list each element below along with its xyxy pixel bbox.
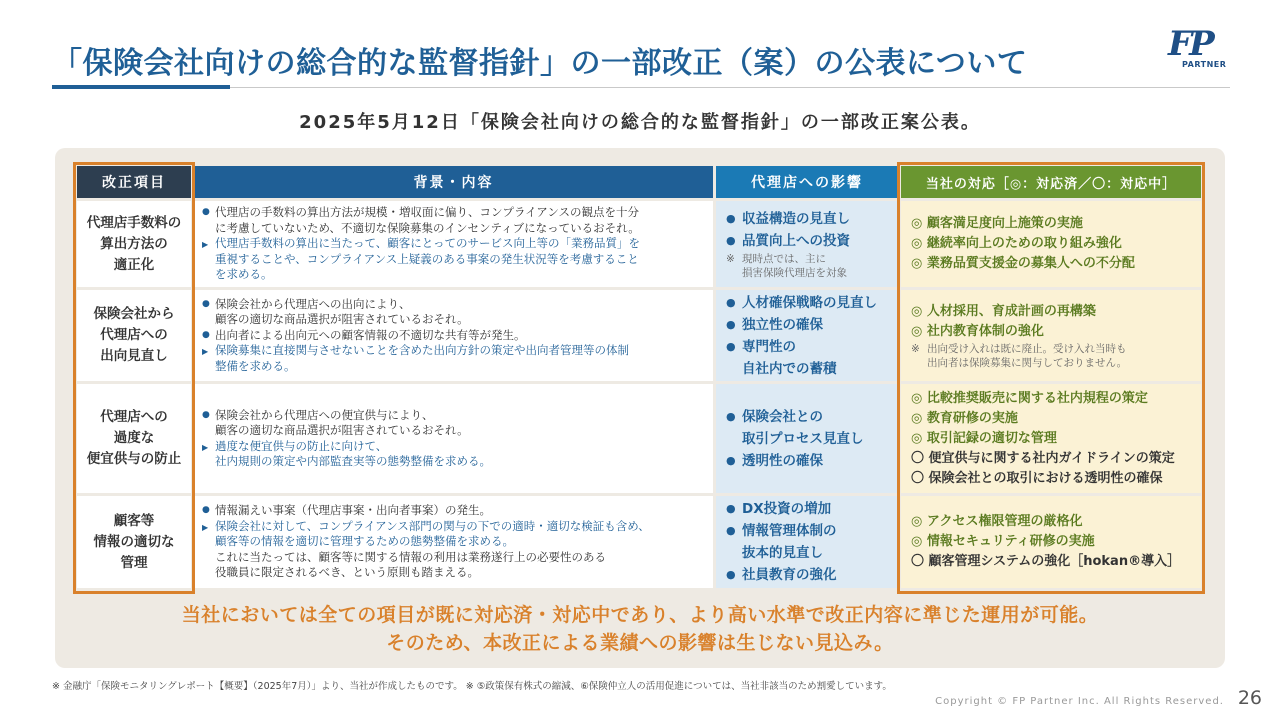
impact-line: 取引プロセス見直し (742, 430, 864, 447)
background-line: ▶ 過度な便宜供与の防止に向けて、 (215, 438, 388, 453)
note-mark: ※ (726, 253, 735, 265)
row-impact-cell (716, 201, 898, 287)
impact-line: ● DX投資の増加 (742, 501, 832, 517)
row-item-cell (77, 201, 191, 287)
row-background-cell (194, 290, 713, 381)
company-logo (1168, 24, 1228, 72)
row-item-line: 適正化 (113, 256, 155, 273)
response-item: ◎ アクセス権限管理の厳格化 (911, 514, 1083, 529)
impact-line: ● 保険会社との (742, 408, 823, 425)
background-line: ▶ 保険会社に対して、コンプライアンス部門の関与の下での適時・適切な検証も含め、 (215, 518, 650, 533)
copyright: Copyright © FP Partner Inc. All Rights Reserved. (935, 696, 1224, 707)
background-line: ▶ 保険募集に直接関与させないことを含めた出向方針の策定や出向者管理等の体制 (215, 343, 629, 358)
row-background-cell (194, 496, 713, 588)
response-item: ◎ 教育研修の実施 (911, 410, 1018, 426)
subtitle: 2025年5月12日「保険会社向けの総合的な監督指針」の一部改正案公表。 (299, 112, 981, 133)
response-item: ◎ 人材採用、育成計画の再構築 (911, 303, 1096, 319)
row-item-line: 顧客等 (113, 512, 155, 529)
impact-item (726, 336, 894, 380)
response-item: ◎ 社内教育体制の強化 (911, 323, 1044, 339)
background-bullet (202, 343, 703, 374)
impact-note-line: 損害保険代理店を対象 (742, 267, 847, 279)
row-response-cell (901, 384, 1201, 493)
background-line: ● 情報漏えい事案（代理店事案・出向者事案）の発生。 (215, 503, 491, 518)
background-line: ● 保険会社から代理店への出向により、 (215, 296, 411, 311)
row-item-line: 代理店への (100, 327, 168, 343)
background-line: 顧客の適切な商品選択が阻害されているおそれ。 (215, 423, 469, 437)
response-item: ◎ 業務品質支援金の募集人への不分配 (911, 256, 1135, 271)
response-item: ◎ 比較推奨販売に関する社内規程の策定 (911, 390, 1148, 406)
background-bullet (202, 328, 703, 344)
impact-line: ● 人材確保戦略の見直し (742, 294, 877, 311)
background-line: に考慮していないため、不適切な保険募集のインセンティブになっているおそれ。 (215, 220, 640, 235)
background-line: 役職員に限定されるべき、という原則も踏まえる。 (215, 565, 480, 580)
impact-item (726, 450, 894, 472)
header-item: 改正項目 (77, 166, 191, 198)
page-title: 「保険会社向けの総合的な監督指針」の一部改正（案）の公表について (52, 46, 1028, 81)
background-line: ● 出向者による出向元への顧客情報の不適切な共有等が発生。 (215, 327, 526, 342)
row-item-line: 代理店への (100, 409, 168, 425)
conclusion-line-2: そのため、本改正による業績への影響は生じない見込み。 (386, 632, 894, 654)
impact-line: 抜本的見直し (742, 545, 823, 561)
row-background-cell (194, 384, 713, 493)
background-line: これに当たっては、顧客等に関する情報の利用は業務遂行上の必要性のある (215, 549, 606, 564)
impact-line: 自社内での蓄積 (742, 360, 837, 377)
row-item-line: 出向見直し (100, 348, 168, 364)
response-note-line: 出向者は保険募集に関与しておりません。 (927, 356, 1128, 369)
response-note (911, 342, 1197, 370)
row-item-cell (77, 290, 191, 381)
row-item-line: 代理店手数料の (86, 214, 182, 231)
title-divider-accent (52, 85, 230, 89)
response-item: ◎ 継続率向上のための取り組み強化 (911, 236, 1122, 251)
row-response-cell (901, 201, 1201, 287)
logo-mark: FP (1168, 24, 1212, 64)
impact-item (726, 498, 894, 520)
impact-line: ● 独立性の確保 (742, 316, 823, 333)
footnote: ※ 金融庁「保険モニタリングレポート【概要】（2025年7月）」より、当社が作成したものです。 ※ ⑤政策保有株式の縮減、⑥保険仲立人の活用促進については、当社非該当のため割愛しています。 (52, 681, 892, 692)
row-item-line: 算出方法の (100, 235, 168, 252)
impact-note (726, 252, 894, 280)
background-bullet (202, 550, 703, 581)
impact-line: ● 専門性の (742, 338, 796, 355)
background-bullet (202, 205, 703, 236)
impact-item (726, 564, 894, 586)
response-item: ◎ 情報セキュリティ研修の実施 (911, 534, 1095, 549)
header-response: 当社の対応［◎：対応済／〇：対応中］ (901, 166, 1201, 198)
impact-line: ● 情報管理体制の (742, 523, 837, 539)
row-impact-cell (716, 290, 898, 381)
response-item: ◎ 顧客満足度向上施策の実施 (911, 216, 1083, 231)
note-mark: ※ (911, 342, 920, 355)
response-item: 〇 保険会社との取引における透明性の確保 (911, 470, 1163, 486)
background-bullet (202, 297, 703, 328)
row-impact-cell (716, 496, 898, 588)
background-line: 顧客の適切な商品選択が阻害されているおそれ。 (215, 312, 469, 327)
impact-item (726, 520, 894, 564)
background-line: 顧客等の情報を適切に管理するための態勢整備を求める。 (215, 534, 514, 549)
page-number: 26 (1237, 687, 1262, 709)
background-line: 社内規則の策定や内部監査実等の態勢整備を求める。 (215, 454, 491, 468)
row-item-line: 管理 (120, 554, 148, 571)
row-response-cell (901, 290, 1201, 381)
background-bullet (202, 439, 703, 470)
impact-note-line: 現時点では、主に (742, 253, 826, 265)
row-background-cell (194, 201, 713, 287)
impact-item (726, 208, 894, 230)
background-bullet (202, 519, 703, 550)
background-line: ● 代理店の手数料の算出方法が規模・増収面に偏り、コンプライアンスの観点を十分 (215, 205, 640, 220)
response-item: 〇 顧客管理システムの強化［hokan®導入］ (911, 554, 1181, 569)
background-bullet (202, 236, 703, 283)
impact-item (726, 406, 894, 450)
row-item-cell (77, 496, 191, 588)
impact-item (726, 292, 894, 314)
impact-line: ● 収益構造の見直し (742, 211, 850, 227)
row-item-line: 保険会社から (93, 306, 175, 322)
background-line: 重視することや、コンプライアンス上疑義のある事案の発生状況等を考慮すること (215, 251, 639, 266)
background-bullet (202, 408, 703, 439)
impact-item (726, 314, 894, 336)
row-item-line: 便宜供与の防止 (86, 451, 182, 467)
row-item-line: 過度な (113, 430, 155, 446)
impact-item (726, 230, 894, 252)
row-impact-cell (716, 384, 898, 493)
impact-line: ● 透明性の確保 (742, 452, 823, 469)
header-background: 背景・内容 (194, 166, 713, 198)
impact-line: ● 品質向上への投資 (742, 233, 850, 249)
header-impact: 代理店への影響 (716, 166, 898, 198)
response-item: ◎ 取引記録の適切な管理 (911, 430, 1057, 446)
response-note-line: 出向受け入れは既に廃止。受け入れ当時も (927, 342, 1127, 355)
impact-line: ● 社員教育の強化 (742, 567, 837, 583)
background-line: ▶ 代理店手数料の算出に当たって、顧客にとってのサービス向上等の「業務品質」を (215, 236, 641, 251)
row-item-line: 情報の適切な (93, 533, 175, 550)
logo-subtext: PARTNER (1182, 60, 1227, 69)
row-item-cell (77, 384, 191, 493)
row-response-cell (901, 496, 1201, 588)
background-line: ● 保険会社から代理店への便宜供与により、 (215, 407, 434, 422)
background-bullet (202, 503, 703, 519)
response-item: 〇 便宜供与に関する社内ガイドラインの策定 (911, 450, 1175, 466)
conclusion-line-1: 当社においては全ての項目が既に対応済・対応中であり、より高い水準で改正内容に準じた運用が可能。 (181, 604, 1099, 626)
background-line: を求める。 (215, 267, 273, 282)
background-line: 整備を求める。 (215, 358, 296, 373)
